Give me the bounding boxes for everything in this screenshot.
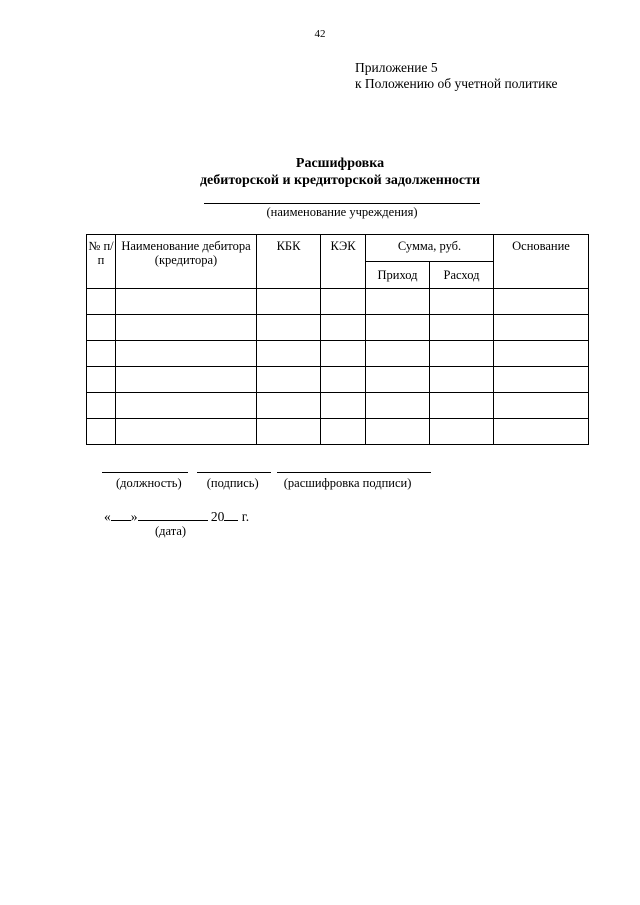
table-cell (257, 393, 321, 419)
table-cell (430, 341, 494, 367)
position-line (102, 472, 188, 473)
table-header-row (87, 235, 589, 262)
table-row (87, 289, 589, 315)
table-cell (366, 419, 430, 445)
table-cell (87, 367, 116, 393)
header-income: Приход (366, 262, 430, 289)
table-cell (430, 289, 494, 315)
appendix-line-1: Приложение 5 (355, 60, 438, 75)
table-cell (366, 315, 430, 341)
table-row (87, 393, 589, 419)
table-cell (257, 289, 321, 315)
table-cell (494, 341, 589, 367)
table-cell (366, 341, 430, 367)
year-prefix: 20 (210, 509, 225, 524)
signature-decode-line (277, 472, 431, 473)
title-line-1: Расшифровка (295, 156, 385, 171)
month-blank (138, 508, 208, 521)
table-row (87, 367, 589, 393)
table-cell (321, 367, 366, 393)
table-cell (87, 315, 116, 341)
table-cell (257, 419, 321, 445)
debts-table (86, 234, 589, 445)
institution-caption: (наименование учреждения) (266, 205, 418, 219)
signature-decode-caption: (расшифровка подписи) (283, 476, 412, 490)
table-cell (87, 393, 116, 419)
table-cell (257, 367, 321, 393)
date-open-quote: « (104, 509, 111, 524)
document-title (0, 155, 640, 189)
header-kbk: КБК (257, 235, 321, 289)
year-suffix: г. (238, 509, 250, 524)
table-cell (366, 289, 430, 315)
signature-line (197, 472, 271, 473)
table-cell (366, 367, 430, 393)
table-cell (494, 393, 589, 419)
table-row (87, 419, 589, 445)
day-blank (111, 508, 131, 521)
table-cell (494, 315, 589, 341)
table-cell (116, 315, 257, 341)
table-cell (116, 393, 257, 419)
table-cell (87, 341, 116, 367)
table-cell (257, 341, 321, 367)
header-debtor-name: Наименование дебитора (кредитора) (116, 235, 257, 289)
header-kek: КЭК (321, 235, 366, 289)
table-cell (494, 419, 589, 445)
table-cell (430, 367, 494, 393)
table-cell (494, 367, 589, 393)
date-caption: (дата) (155, 524, 187, 538)
signature-captions (116, 476, 433, 491)
table-cell (87, 419, 116, 445)
table-cell (116, 419, 257, 445)
table-cell (430, 419, 494, 445)
table-body (87, 289, 589, 445)
institution-name-line (204, 203, 480, 204)
table-row (87, 341, 589, 367)
table-cell (87, 289, 116, 315)
table-cell (494, 289, 589, 315)
table-cell (321, 289, 366, 315)
appendix-reference (355, 60, 558, 92)
date-close-quote: » (130, 509, 138, 524)
table-cell (116, 341, 257, 367)
signature-caption: (подпись) (206, 476, 259, 490)
title-line-2: дебиторской и кредиторской задолженности (199, 173, 481, 188)
table-cell (430, 315, 494, 341)
table-cell (257, 315, 321, 341)
header-sum: Сумма, руб. (366, 235, 494, 262)
table-cell (321, 419, 366, 445)
page-number: 42 (314, 28, 326, 40)
date-field (104, 508, 249, 525)
table-cell (321, 315, 366, 341)
table-cell (116, 289, 257, 315)
table-cell (116, 367, 257, 393)
table-cell (321, 393, 366, 419)
header-num: № п/п (87, 235, 116, 289)
header-basis: Основание (494, 235, 589, 289)
header-expense: Расход (430, 262, 494, 289)
table-cell (430, 393, 494, 419)
position-caption: (должность) (116, 476, 182, 490)
appendix-line-2: к Положению об учетной политике (355, 76, 558, 91)
year-blank (224, 508, 238, 521)
table-row (87, 315, 589, 341)
table-cell (366, 393, 430, 419)
table-cell (321, 341, 366, 367)
